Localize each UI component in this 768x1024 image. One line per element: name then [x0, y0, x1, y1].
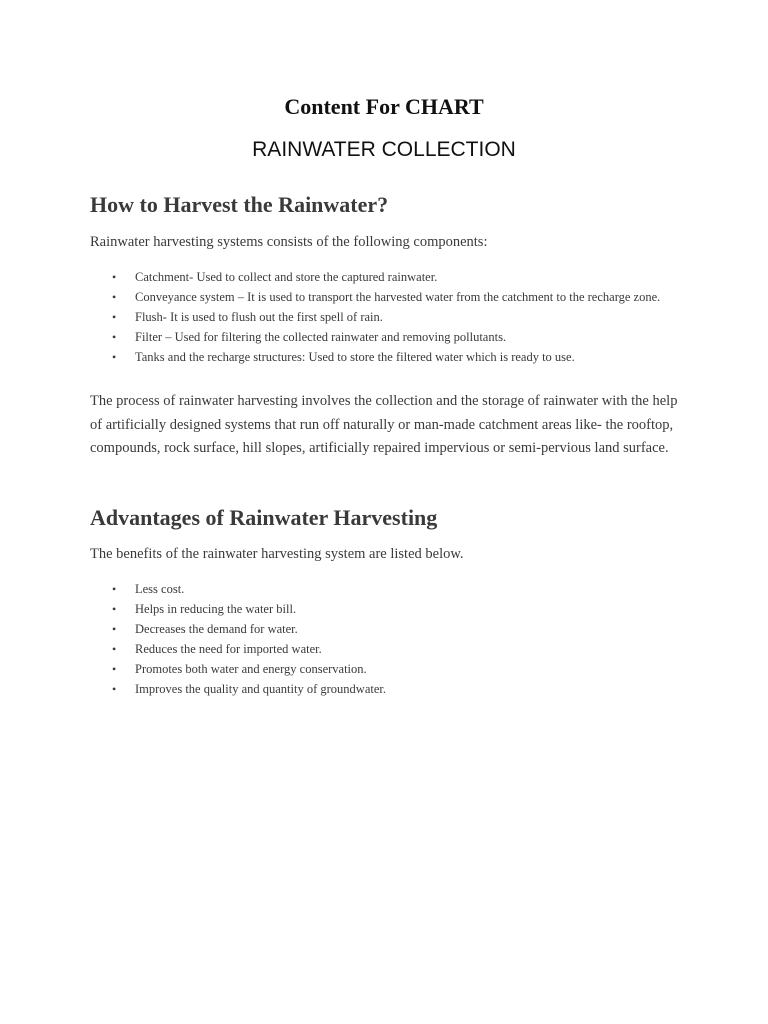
bullet-icon: •	[112, 682, 117, 696]
section1-intro: Rainwater harvesting systems consists of the following components:	[90, 234, 488, 250]
list-item: • Decreases the demand for water.	[112, 622, 298, 636]
list-item: • Tanks and the recharge structures: Used to store the filtered water which is ready to use.	[112, 350, 575, 364]
process-paragraph: The process of rainwater harvesting involves the collection and the storage of rainwater with the help of artificially designed systems that run off naturally or man-made catchment areas like- the rooftop, compounds, rock surface, hill slopes, artificially repaired impervious or semi-pervious land surface.	[90, 393, 678, 456]
components-list	[90, 270, 670, 370]
bullet-icon: •	[112, 330, 117, 344]
bullet-icon: •	[112, 350, 117, 364]
list-item: • Flush- It is used to flush out the first spell of rain.	[112, 310, 383, 324]
list-item: • Conveyance system – It is used to transport the harvested water from the catchment to the recharge zone.	[112, 290, 661, 304]
section-heading-advantages: Advantages of Rainwater Harvesting	[90, 505, 438, 530]
bullet-icon: •	[112, 290, 117, 304]
document-subtitle: RAINWATER COLLECTION	[252, 138, 516, 161]
list-item: • Improves the quality and quantity of groundwater.	[112, 682, 386, 696]
section-heading-how-to-harvest: How to Harvest the Rainwater?	[90, 192, 389, 217]
list-item: • Promotes both water and energy conservation.	[112, 662, 367, 676]
bullet-icon: •	[112, 622, 117, 636]
list-item: • Less cost.	[112, 582, 185, 596]
list-item: • Filter – Used for filtering the collected rainwater and removing pollutants.	[112, 330, 507, 344]
bullet-icon: •	[112, 310, 117, 324]
bullet-icon: •	[112, 582, 117, 596]
bullet-icon: •	[112, 662, 117, 676]
benefits-list	[90, 582, 670, 702]
bullet-icon: •	[112, 602, 117, 616]
section2-intro: The benefits of the rainwater harvesting system are listed below.	[90, 546, 464, 562]
list-item: • Reduces the need for imported water.	[112, 642, 322, 656]
bullet-icon: •	[112, 270, 117, 284]
document-title: Content For CHART	[284, 94, 484, 119]
list-item: • Catchment- Used to collect and store the captured rainwater.	[112, 270, 438, 284]
list-item: • Helps in reducing the water bill.	[112, 602, 297, 616]
bullet-icon: •	[112, 642, 117, 656]
